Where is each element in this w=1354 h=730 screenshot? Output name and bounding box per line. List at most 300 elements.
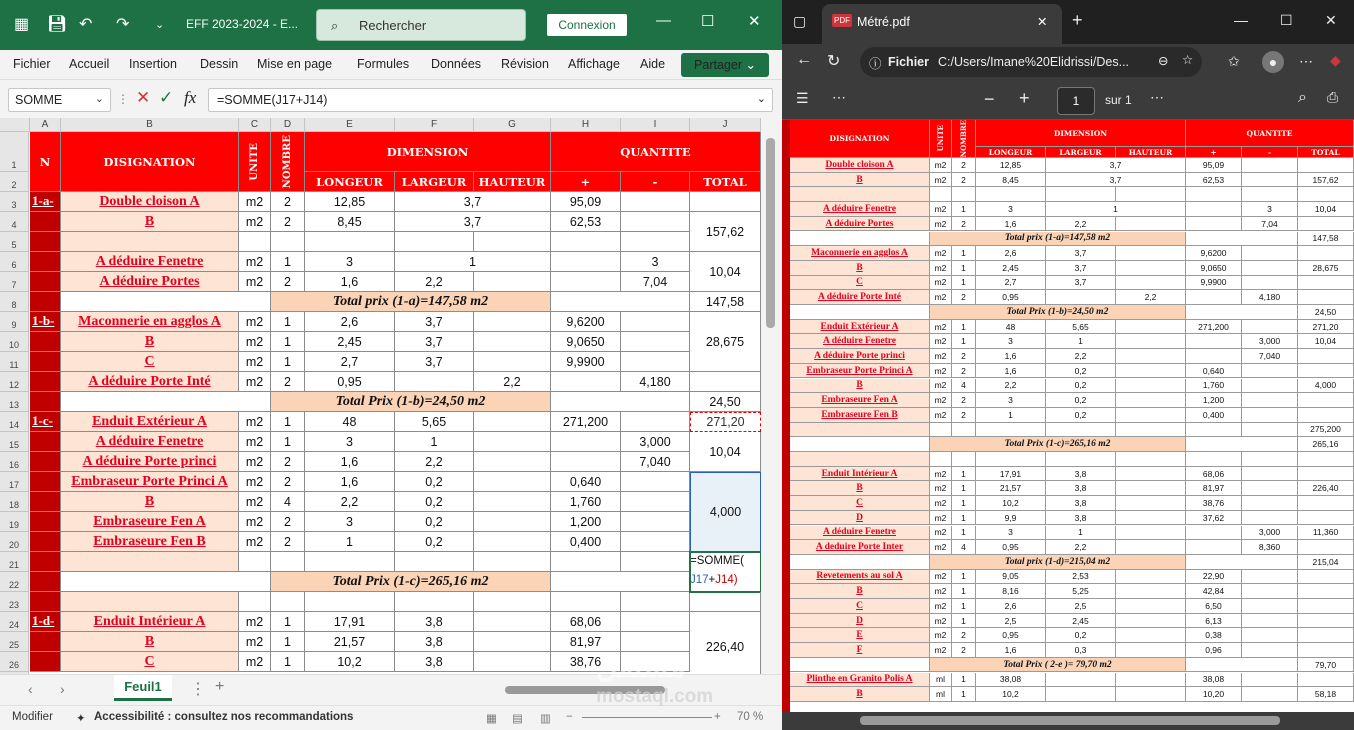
header-largeur[interactable]: LARGEUR: [395, 172, 474, 192]
save-icon[interactable]: 💾︎: [47, 16, 68, 33]
cell-f18[interactable]: 0,2: [395, 492, 474, 512]
column-header[interactable]: E: [305, 118, 395, 132]
cell-a16[interactable]: [30, 452, 61, 472]
cell-d4[interactable]: 2: [271, 212, 305, 232]
cell-a7[interactable]: [30, 272, 61, 292]
row-header[interactable]: 18: [0, 492, 29, 512]
cell-c9[interactable]: m2: [239, 312, 271, 332]
tab-mise-en-page[interactable]: Mise en page: [257, 57, 333, 71]
copilot-icon[interactable]: ◆: [1330, 52, 1341, 68]
cell-g20[interactable]: [474, 532, 551, 552]
cell-b21[interactable]: [61, 552, 239, 572]
cell-c7[interactable]: m2: [239, 272, 271, 292]
zoom-icon[interactable]: ⊖: [1158, 54, 1169, 68]
cell-i3[interactable]: [621, 192, 690, 212]
row-header[interactable]: 12: [0, 372, 29, 392]
cell-b26[interactable]: C: [61, 652, 239, 672]
header-longeur[interactable]: LONGEUR: [305, 172, 395, 192]
cell-e17[interactable]: 1,6: [305, 472, 395, 492]
row-header[interactable]: 4: [0, 212, 29, 232]
maximize-icon[interactable]: ☐: [1280, 12, 1293, 28]
row-header[interactable]: 5: [0, 232, 29, 252]
cell-i15[interactable]: 3,000: [621, 432, 690, 452]
cell-c20[interactable]: m2: [239, 532, 271, 552]
cell-b24[interactable]: Enduit Intérieur A: [61, 612, 239, 632]
connexion-button[interactable]: Connexion: [547, 14, 627, 36]
cell-h19[interactable]: 1,200: [551, 512, 621, 532]
page-break-icon[interactable]: ▥: [540, 713, 551, 725]
cell-g15[interactable]: [474, 432, 551, 452]
cell-g7[interactable]: [474, 272, 551, 292]
total-value-1b[interactable]: 24,50: [690, 392, 761, 412]
cell-e12[interactable]: 0,95: [305, 372, 395, 392]
cell-i17[interactable]: [621, 472, 690, 492]
cell-f16[interactable]: 2,2: [395, 452, 474, 472]
cell-c23[interactable]: [239, 592, 271, 612]
cell-h16[interactable]: [551, 452, 621, 472]
cell-g9[interactable]: [474, 312, 551, 332]
close-tab-icon[interactable]: ✕: [1037, 15, 1048, 29]
close-icon[interactable]: ✕: [748, 13, 761, 30]
search-box[interactable]: [316, 9, 526, 41]
cell-b9[interactable]: Maconnerie en agglos A: [61, 312, 239, 332]
cell-f20[interactable]: 0,2: [395, 532, 474, 552]
cell-c6[interactable]: m2: [239, 252, 271, 272]
pdf-horizontal-scroll-thumb[interactable]: [860, 716, 1280, 725]
cell-g23[interactable]: [474, 592, 551, 612]
cell-d3[interactable]: 2: [271, 192, 305, 212]
header-minus[interactable]: -: [621, 172, 690, 192]
accessibility-status[interactable]: Accessibilité : consultez nos recommandations: [94, 711, 354, 723]
cell-d14[interactable]: 1: [271, 412, 305, 432]
cell-e3[interactable]: 12,85: [305, 192, 395, 212]
total-j9-j11[interactable]: 28,675: [690, 312, 761, 372]
tab-insertion[interactable]: Insertion: [129, 57, 177, 71]
cell-h7[interactable]: [551, 272, 621, 292]
column-header[interactable]: H: [551, 118, 621, 132]
view-more-icon[interactable]: ⋯: [1150, 89, 1164, 105]
cell-e23[interactable]: [305, 592, 395, 612]
maximize-icon[interactable]: ☐: [701, 13, 715, 30]
enter-icon[interactable]: ✓: [159, 88, 174, 107]
cell-h25[interactable]: 81,97: [551, 632, 621, 652]
cell-e26[interactable]: 10,2: [305, 652, 395, 672]
worksheet-grid[interactable]: [0, 118, 782, 674]
cell-a12[interactable]: [30, 372, 61, 392]
cell-b10[interactable]: B: [61, 332, 239, 352]
total-row-1b[interactable]: Total Prix (1-b)=24,50 m2: [271, 392, 551, 412]
tab-actions-icon[interactable]: ▢: [793, 13, 807, 29]
cell-c21[interactable]: [239, 552, 271, 572]
zoom-out-icon[interactable]: −: [566, 711, 573, 723]
cell-c19[interactable]: m2: [239, 512, 271, 532]
tab-formules[interactable]: Formules: [357, 57, 410, 71]
cell-g16[interactable]: [474, 452, 551, 472]
cancel-icon[interactable]: ✕: [136, 88, 151, 107]
cell-h20[interactable]: 0,400: [551, 532, 621, 552]
cell-h3[interactable]: 95,09: [551, 192, 621, 212]
column-header[interactable]: D: [271, 118, 305, 132]
cell-b6[interactable]: A déduire Fenetre: [61, 252, 239, 272]
cell[interactable]: [690, 372, 761, 392]
cell-d15[interactable]: 1: [271, 432, 305, 452]
accessibility-icon[interactable]: ✦: [76, 713, 86, 725]
cell-h9[interactable]: 9,6200: [551, 312, 621, 332]
cell-c14[interactable]: m2: [239, 412, 271, 432]
cell[interactable]: [61, 392, 271, 412]
cell-h15[interactable]: [551, 432, 621, 452]
contents-icon[interactable]: ☰: [796, 90, 809, 106]
zoom-in-icon[interactable]: +: [714, 711, 721, 723]
cell-a9[interactable]: 1-b-: [30, 312, 61, 332]
cell-h18[interactable]: 1,760: [551, 492, 621, 512]
cell-e20[interactable]: 1: [305, 532, 395, 552]
find-icon[interactable]: ⌕: [1298, 89, 1307, 106]
cell-b16[interactable]: A déduire Porte princi: [61, 452, 239, 472]
cell-d10[interactable]: 1: [271, 332, 305, 352]
header-total[interactable]: TOTAL: [690, 172, 761, 192]
page-layout-icon[interactable]: ▤: [512, 713, 523, 725]
cell-g5[interactable]: [474, 232, 551, 252]
row-header[interactable]: 25: [0, 632, 29, 652]
row-header[interactable]: 1: [0, 132, 29, 172]
tab-aide[interactable]: Aide: [640, 57, 666, 71]
cell-f15[interactable]: 1: [395, 432, 474, 452]
cell-b11[interactable]: C: [61, 352, 239, 372]
cell-d17[interactable]: 2: [271, 472, 305, 492]
favorite-star-icon[interactable]: ☆: [1182, 53, 1194, 67]
cell-i19[interactable]: [621, 512, 690, 532]
cell-i7[interactable]: 7,04: [621, 272, 690, 292]
row-header[interactable]: 17: [0, 472, 29, 492]
row-header[interactable]: 14: [0, 412, 29, 432]
cell-f14[interactable]: 5,65: [395, 412, 474, 432]
cell-b4[interactable]: B: [61, 212, 239, 232]
row-header[interactable]: 6: [0, 252, 29, 272]
cell-b17[interactable]: Embraseur Porte Princi A: [61, 472, 239, 492]
close-window-icon[interactable]: ✕: [1325, 12, 1337, 28]
zoom-slider[interactable]: [582, 717, 712, 718]
cell-a11[interactable]: [30, 352, 61, 372]
cell-f9[interactable]: 3,7: [395, 312, 474, 332]
cell-g11[interactable]: [474, 352, 551, 372]
cell-a3[interactable]: 1-a-: [30, 192, 61, 212]
cell-c26[interactable]: m2: [239, 652, 271, 672]
header-plus[interactable]: +: [551, 172, 621, 192]
cell-d23[interactable]: [271, 592, 305, 612]
total-j15-j16[interactable]: 10,04: [690, 432, 761, 472]
chevron-down-icon[interactable]: ⌄: [94, 93, 104, 105]
total-j6-j7[interactable]: 10,04: [690, 252, 761, 292]
cell-d21[interactable]: [271, 552, 305, 572]
cell-h24[interactable]: 68,06: [551, 612, 621, 632]
cell-g17[interactable]: [474, 472, 551, 492]
cell-d7[interactable]: 2: [271, 272, 305, 292]
cell-e11[interactable]: 2,7: [305, 352, 395, 372]
cell-h6[interactable]: [551, 252, 621, 272]
cell-f12[interactable]: [395, 372, 474, 392]
address-bar[interactable]: [860, 47, 1202, 77]
tab-revision[interactable]: Révision: [501, 57, 549, 71]
redo-icon[interactable]: ↷: [116, 16, 130, 33]
cell-i5[interactable]: [621, 232, 690, 252]
total-j24-j26[interactable]: 226,40: [690, 612, 761, 682]
cell[interactable]: [30, 392, 61, 412]
header-dimension[interactable]: DIMENSION: [305, 132, 551, 172]
cell-f17[interactable]: 0,2: [395, 472, 474, 492]
vertical-scroll-thumb[interactable]: [766, 138, 775, 328]
cell-i6[interactable]: 3: [621, 252, 690, 272]
normal-view-icon[interactable]: ▦: [486, 713, 497, 725]
cell-i16[interactable]: 7,040: [621, 452, 690, 472]
row-header[interactable]: 19: [0, 512, 29, 532]
cell-g26[interactable]: [474, 652, 551, 672]
cell-e24[interactable]: 17,91: [305, 612, 395, 632]
cell-f25[interactable]: 3,8: [395, 632, 474, 652]
cell-b15[interactable]: A déduire Fenetre: [61, 432, 239, 452]
cell-f11[interactable]: 3,7: [395, 352, 474, 372]
cell-a14[interactable]: 1-c-: [30, 412, 61, 432]
cell-b12[interactable]: A déduire Porte Inté: [61, 372, 239, 392]
cell-j14-reference[interactable]: 271,20: [690, 412, 761, 432]
row-header[interactable]: 23: [0, 592, 29, 612]
cell-i23[interactable]: [621, 592, 690, 612]
cell-c18[interactable]: m2: [239, 492, 271, 512]
cell-c4[interactable]: m2: [239, 212, 271, 232]
cell-a18[interactable]: [30, 492, 61, 512]
print-icon[interactable]: ⎙: [1327, 89, 1339, 105]
cell-g18[interactable]: [474, 492, 551, 512]
column-header[interactable]: J: [690, 118, 761, 132]
select-all-corner[interactable]: [0, 118, 30, 132]
cell-i11[interactable]: [621, 352, 690, 372]
cell-f21[interactable]: [395, 552, 474, 572]
cell-i24[interactable]: [621, 612, 690, 632]
cell[interactable]: [30, 572, 61, 592]
cell-h21[interactable]: [551, 552, 621, 572]
cell-e25[interactable]: 21,57: [305, 632, 395, 652]
cell[interactable]: [690, 592, 761, 612]
cell[interactable]: [551, 572, 690, 592]
pdf-horizontal-scrollbar[interactable]: [790, 712, 1354, 730]
row-header[interactable]: 13: [0, 392, 29, 412]
header-designation[interactable]: DISIGNATION: [61, 132, 239, 192]
total-j17-j20[interactable]: 4,000: [690, 472, 761, 552]
back-icon[interactable]: ←: [796, 51, 812, 68]
name-box[interactable]: [8, 88, 111, 112]
row-header[interactable]: 24: [0, 612, 29, 632]
cell-b5[interactable]: [61, 232, 239, 252]
cell-d5[interactable]: [271, 232, 305, 252]
cell-i25[interactable]: [621, 632, 690, 652]
cell-a17[interactable]: [30, 472, 61, 492]
cell-c15[interactable]: m2: [239, 432, 271, 452]
column-header[interactable]: C: [239, 118, 271, 132]
header-quantite[interactable]: QUANTITE: [551, 132, 761, 172]
row-header[interactable]: 2: [0, 172, 29, 192]
tab-dessin[interactable]: Dessin: [200, 57, 239, 71]
cell[interactable]: [551, 292, 690, 312]
cell-i4[interactable]: [621, 212, 690, 232]
cell-b7[interactable]: A déduire Portes: [61, 272, 239, 292]
cell-f23[interactable]: [395, 592, 474, 612]
cell-d24[interactable]: 1: [271, 612, 305, 632]
cell-f19[interactable]: 0,2: [395, 512, 474, 532]
cell-f10[interactable]: 3,7: [395, 332, 474, 352]
column-header[interactable]: I: [621, 118, 690, 132]
cell-h14[interactable]: 271,200: [551, 412, 621, 432]
cell-d12[interactable]: 2: [271, 372, 305, 392]
cell-d11[interactable]: 1: [271, 352, 305, 372]
sheet-options-icon[interactable]: ⋮: [190, 681, 206, 698]
prev-sheet-icon[interactable]: ‹: [28, 681, 33, 697]
cell-b14[interactable]: Enduit Extérieur A: [61, 412, 239, 432]
cell-c24[interactable]: m2: [239, 612, 271, 632]
expand-formula-icon[interactable]: ⌄: [756, 93, 766, 105]
cell-f4[interactable]: 3,7: [395, 212, 551, 232]
cell-a15[interactable]: [30, 432, 61, 452]
row-header[interactable]: 26: [0, 652, 29, 672]
zoom-in-icon[interactable]: +: [1019, 88, 1030, 108]
cell-b18[interactable]: B: [61, 492, 239, 512]
row-header[interactable]: 21: [0, 552, 29, 572]
row-header[interactable]: 11: [0, 352, 29, 372]
row-header[interactable]: 15: [0, 432, 29, 452]
cell-f3[interactable]: 3,7: [395, 192, 551, 212]
share-button[interactable]: Partager ⌄: [681, 53, 769, 77]
cell-f26[interactable]: 3,8: [395, 652, 474, 672]
cell-b19[interactable]: Embraseure Fen A: [61, 512, 239, 532]
header-hauteur[interactable]: HAUTEUR: [474, 172, 551, 192]
row-header[interactable]: 20: [0, 532, 29, 552]
cell-h12[interactable]: [551, 372, 621, 392]
cell-c3[interactable]: m2: [239, 192, 271, 212]
cell-h5[interactable]: [551, 232, 621, 252]
row-header[interactable]: 22: [0, 572, 29, 592]
cell-b20[interactable]: Embraseure Fen B: [61, 532, 239, 552]
vertical-scrollbar[interactable]: [761, 118, 782, 674]
toolbar-more-icon[interactable]: ⋯: [832, 89, 846, 105]
header-nombre[interactable]: [271, 132, 305, 192]
cell-h4[interactable]: 62,53: [551, 212, 621, 232]
cell-f6[interactable]: 1: [395, 252, 551, 272]
cell-a20[interactable]: [30, 532, 61, 552]
cell-e6[interactable]: 3: [305, 252, 395, 272]
row-header[interactable]: 9: [0, 312, 29, 332]
row-header[interactable]: 7: [0, 272, 29, 292]
cell-h17[interactable]: 0,640: [551, 472, 621, 492]
cell-i20[interactable]: [621, 532, 690, 552]
minimize-icon[interactable]: —: [656, 12, 671, 29]
cell-f5[interactable]: [395, 232, 474, 252]
cell-a23[interactable]: [30, 592, 61, 612]
customize-chevron-icon[interactable]: ⌄: [155, 19, 165, 31]
cell-d19[interactable]: 2: [271, 512, 305, 532]
tab-accueil[interactable]: Accueil: [69, 57, 110, 71]
cell-e7[interactable]: 1,6: [305, 272, 395, 292]
cell[interactable]: [61, 292, 271, 312]
cell-i9[interactable]: [621, 312, 690, 332]
column-header[interactable]: B: [61, 118, 239, 132]
cell-d20[interactable]: 2: [271, 532, 305, 552]
total-value-1a[interactable]: 147,58: [690, 292, 761, 312]
cell-i10[interactable]: [621, 332, 690, 352]
cell-c10[interactable]: m2: [239, 332, 271, 352]
cell-a6[interactable]: [30, 252, 61, 272]
cell-e18[interactable]: 2,2: [305, 492, 395, 512]
add-sheet-icon[interactable]: +: [215, 678, 225, 695]
cell-f24[interactable]: 3,8: [395, 612, 474, 632]
tab-fichier[interactable]: Fichier: [13, 57, 51, 71]
cell-e16[interactable]: 1,6: [305, 452, 395, 472]
cell-f7[interactable]: 2,2: [395, 272, 474, 292]
cell-g25[interactable]: [474, 632, 551, 652]
row-header[interactable]: 16: [0, 452, 29, 472]
cell[interactable]: [690, 192, 761, 212]
zoom-level[interactable]: 70 %: [737, 711, 764, 723]
cell-e15[interactable]: 3: [305, 432, 395, 452]
cell-a19[interactable]: [30, 512, 61, 532]
cell-g24[interactable]: [474, 612, 551, 632]
pdf-page[interactable]: [790, 120, 1354, 712]
cell-c11[interactable]: m2: [239, 352, 271, 372]
header-unite[interactable]: [239, 132, 271, 192]
cell-d16[interactable]: 2: [271, 452, 305, 472]
cell-d9[interactable]: 1: [271, 312, 305, 332]
cell-b3[interactable]: Double cloison A: [61, 192, 239, 212]
cell-g21[interactable]: [474, 552, 551, 572]
cell-d26[interactable]: 1: [271, 652, 305, 672]
cell-a26[interactable]: [30, 652, 61, 672]
total-row-1a[interactable]: Total prix (1-a)=147,58 m2: [271, 292, 551, 312]
active-cell-j21[interactable]: [689, 551, 762, 593]
cell-e19[interactable]: 3: [305, 512, 395, 532]
cell-g10[interactable]: [474, 332, 551, 352]
row-header[interactable]: 10: [0, 332, 29, 352]
column-header[interactable]: G: [474, 118, 551, 132]
cell-e5[interactable]: [305, 232, 395, 252]
cell-c12[interactable]: m2: [239, 372, 271, 392]
cell-c16[interactable]: m2: [239, 452, 271, 472]
cell-h10[interactable]: 9,0650: [551, 332, 621, 352]
column-header[interactable]: F: [395, 118, 474, 132]
column-header[interactable]: A: [30, 118, 61, 132]
next-sheet-icon[interactable]: ›: [60, 681, 65, 697]
new-tab-icon[interactable]: +: [1072, 10, 1083, 30]
cell-a10[interactable]: [30, 332, 61, 352]
cell-e14[interactable]: 48: [305, 412, 395, 432]
cell[interactable]: [61, 572, 271, 592]
sheet-tab-feuil1[interactable]: Feuil1: [114, 675, 172, 701]
cell-d25[interactable]: 1: [271, 632, 305, 652]
cell-e10[interactable]: 2,45: [305, 332, 395, 352]
cell-a4[interactable]: [30, 212, 61, 232]
cell-h11[interactable]: 9,9900: [551, 352, 621, 372]
favorites-icon[interactable]: ✩: [1228, 53, 1240, 69]
row-header[interactable]: 8: [0, 292, 29, 312]
cell-c5[interactable]: [239, 232, 271, 252]
cell-h26[interactable]: 38,76: [551, 652, 621, 672]
cell-i14[interactable]: [621, 412, 690, 432]
minimize-icon[interactable]: —: [1234, 12, 1248, 28]
more-menu-icon[interactable]: ⋯: [1299, 53, 1313, 69]
cell-h23[interactable]: [551, 592, 621, 612]
cell-d6[interactable]: 1: [271, 252, 305, 272]
cell-i12[interactable]: 4,180: [621, 372, 690, 392]
cell-d18[interactable]: 4: [271, 492, 305, 512]
cell-e9[interactable]: 2,6: [305, 312, 395, 332]
cell[interactable]: [551, 392, 690, 412]
